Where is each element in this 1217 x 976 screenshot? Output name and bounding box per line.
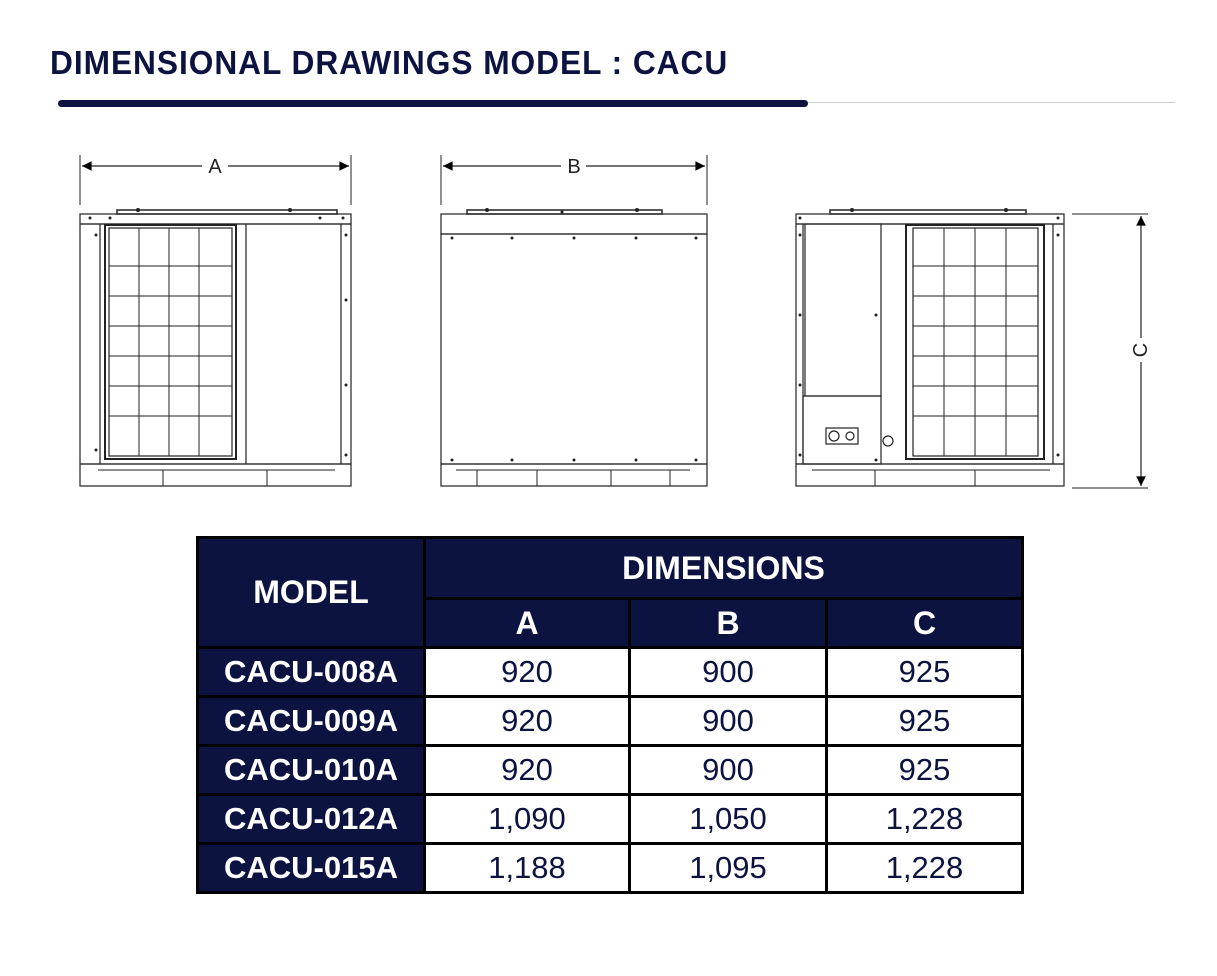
table-row: [198, 746, 1023, 795]
column-header-c: C: [827, 599, 1023, 648]
table-row: [198, 697, 1023, 746]
page-title: DIMENSIONAL DRAWINGS MODEL : CACU: [50, 44, 729, 81]
dimension-b-cell: 1,050: [630, 795, 827, 844]
title-divider-accent: [58, 100, 808, 107]
model-cell: CACU-015A: [198, 844, 425, 893]
dimension-b-cell: 1,095: [630, 844, 827, 893]
dimension-b-label: B: [567, 156, 581, 178]
dimension-c-cell: 925: [827, 746, 1023, 795]
front-view-drawing: [80, 155, 351, 486]
model-cell: CACU-008A: [198, 648, 425, 697]
dimension-a-cell: 1,188: [425, 844, 630, 893]
dimension-c-label: C: [1130, 342, 1152, 358]
dimension-c-cell: 1,228: [827, 795, 1023, 844]
dimension-b-cell: 900: [630, 697, 827, 746]
model-cell: CACU-012A: [198, 795, 425, 844]
model-column-header: MODEL: [198, 538, 425, 648]
table-row: [198, 795, 1023, 844]
model-cell: CACU-009A: [198, 697, 425, 746]
dimension-b-cell: 900: [630, 746, 827, 795]
dimension-c-cell: 925: [827, 697, 1023, 746]
dimension-c-cell: 925: [827, 648, 1023, 697]
dimension-a-cell: 920: [425, 746, 630, 795]
dimension-a-cell: 920: [425, 648, 630, 697]
side-view-drawing: [441, 155, 707, 486]
rear-view-drawing: [796, 208, 1148, 488]
dimensions-table: [196, 536, 1024, 894]
table-row: [198, 648, 1023, 697]
table-row: [198, 844, 1023, 893]
dimension-c-cell: 1,228: [827, 844, 1023, 893]
dimension-a-cell: 1,090: [425, 795, 630, 844]
column-header-b: B: [630, 599, 827, 648]
dimension-b-cell: 900: [630, 648, 827, 697]
column-header-a: A: [425, 599, 630, 648]
dimension-a-label: A: [208, 156, 222, 178]
dimensions-group-header: DIMENSIONS: [425, 538, 1023, 599]
dimensional-drawings: [0, 130, 1217, 500]
dimension-a-cell: 920: [425, 697, 630, 746]
model-cell: CACU-010A: [198, 746, 425, 795]
